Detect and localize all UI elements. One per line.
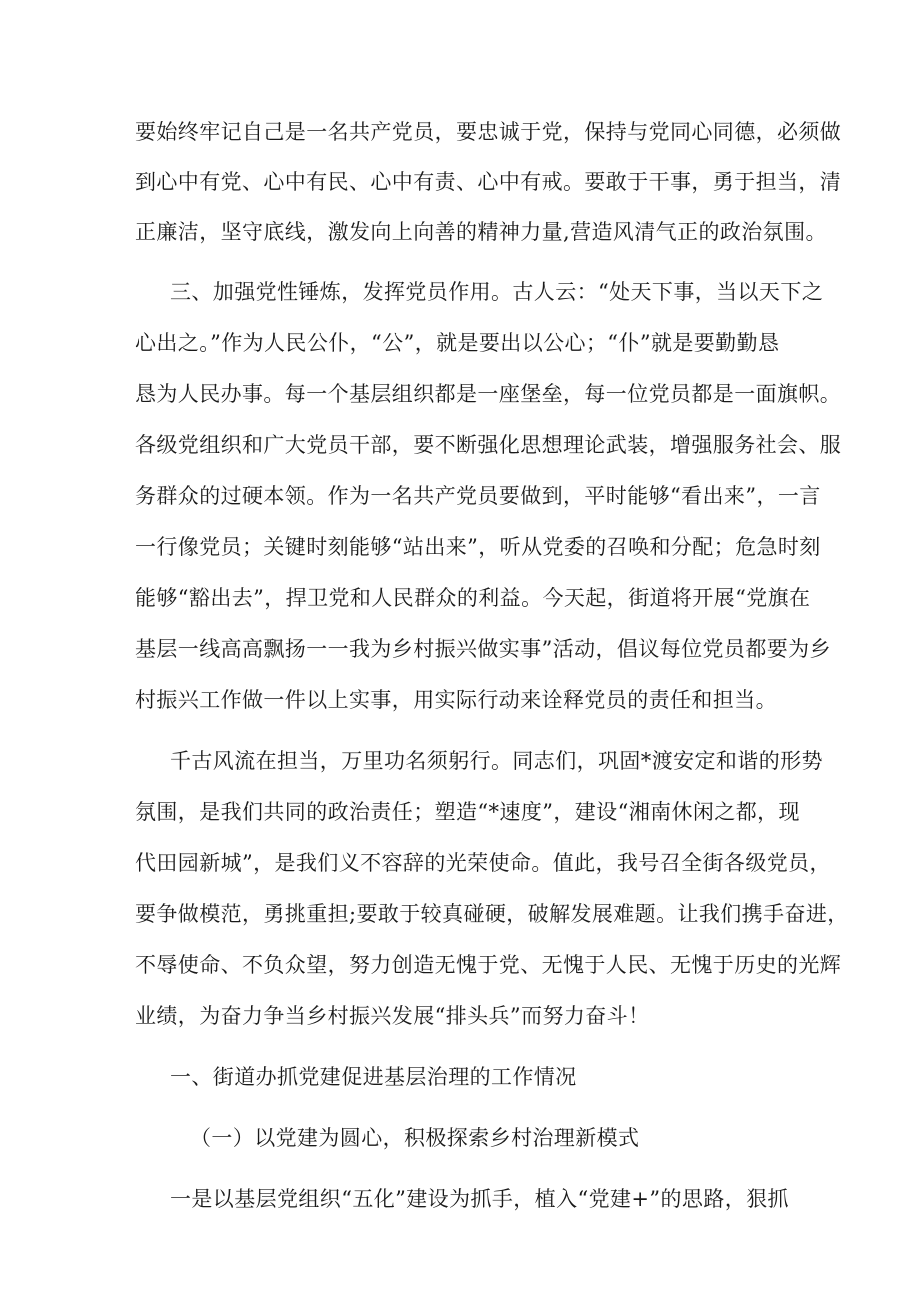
paragraph-line: 氛围，是我们共同的政治责任；塑造“*速度”，建设“湘南休闲之都，现: [135, 800, 800, 824]
paragraph-line: 一行像党员；关键时刻能够“站出来”，听从党委的召唤和分配；危急时刻: [135, 535, 821, 559]
paragraph-line: 村振兴工作做一件以上实事，用实际行动来诠释党员的责任和担当。: [135, 688, 777, 712]
paragraph-line: 能够“豁出去”，捍卫党和人民群众的利益。今天起，街道将开展“党旗在: [135, 586, 811, 610]
section-heading: 一、街道办抓党建促进基层治理的工作情况: [170, 1065, 577, 1089]
paragraph-line: 各级党组织和广大党员干部，要不断强化思想理论武装，增强服务社会、服: [135, 433, 842, 457]
subsection-heading: （一）以党建为圆心，积极探索乡村治理新模式: [190, 1126, 640, 1150]
paragraph-line: 千古风流在担当，万里功名须躬行。同志们，巩固*渡安定和谐的形势: [170, 749, 823, 773]
paragraph-line: 一是以基层党组织“五化”建设为抓手，植入“党建+”的思路，狠抓: [170, 1187, 789, 1211]
paragraph-line: 不辱使命、不负众望，努力创造无愧于党、无愧于人民、无愧于历史的光辉: [135, 953, 842, 977]
paragraph-line: 业绩，为奋力争当乡村振兴发展“排头兵”而努力奋斗！: [135, 1004, 650, 1028]
paragraph-line: 要争做模范，勇挑重担;要敢于较真碰硬，破解发展难题。让我们携手奋进，: [135, 902, 849, 926]
paragraph-line: 代田园新城”，是我们义不容辞的光荣使命。值此，我号召全街各级党员，: [135, 851, 831, 875]
paragraph-line: 心出之。”作为人民公仆，“公”，就是要出以公心；“仆”就是要勤勤恳: [135, 331, 780, 355]
paragraph-line: 恳为人民办事。每一个基层组织都是一座堡垒，每一位党员都是一面旗帜。: [135, 382, 842, 406]
paragraph-line: 基层一线高高飘扬一一我为乡村振兴做实事”活动，倡议每位党员都要为乡: [135, 637, 831, 661]
paragraph-line: 到心中有党、心中有民、心中有责、心中有戒。要敢于干事，勇于担当，清: [135, 170, 842, 194]
paragraph-line: 务群众的过硬本领。作为一名共产党员要做到，平时能够“看出来”，一言: [135, 484, 821, 508]
paragraph-line: 要始终牢记自己是一名共产党员，要忠诚于党，保持与党同心同德，必须做: [135, 120, 842, 144]
paragraph-line: 三、加强党性锤炼，发挥党员作用。古人云：“处天下事，当以天下之: [170, 280, 824, 304]
paragraph-line: 正廉洁，坚守底线，激发向上向善的精神力量,营造风清气正的政治氛围。: [135, 220, 827, 244]
